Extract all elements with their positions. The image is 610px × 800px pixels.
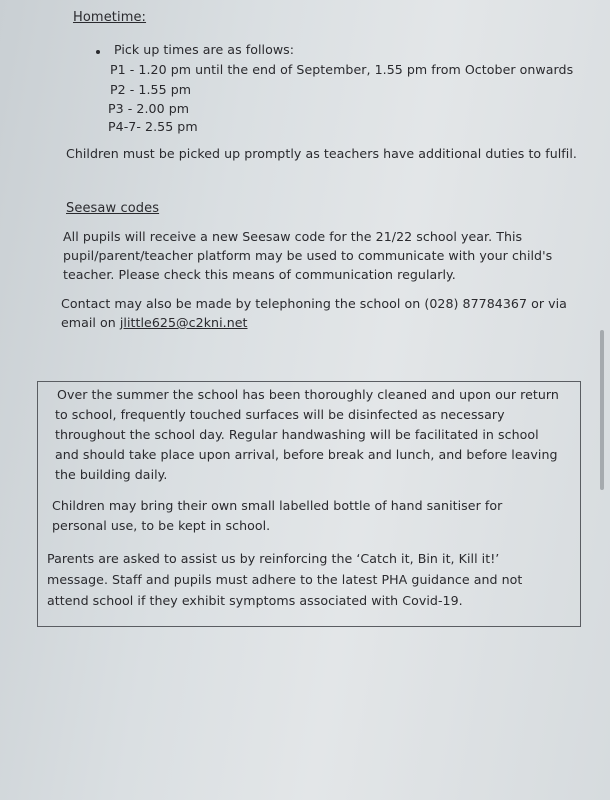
pickup-time-p1: P1 - 1.20 pm until the end of September, 1.55 pm from October onwards [110, 62, 574, 77]
box-para3-line-2: message. Staff and pupils must adhere to the latest PHA guidance and not [47, 572, 523, 587]
email-link[interactable]: jlittle625@c2kni.net [119, 315, 248, 330]
box-para1-line-4: and should take place upon arrival, before break and lunch, and before leaving [55, 447, 558, 462]
box-para2-line-1: Children may bring their own small labelled bottle of hand sanitiser for [52, 498, 503, 513]
contact-line-1: Contact may also be made by telephoning the school on (028) 87784367 or via [61, 296, 567, 311]
box-para1-line-5: the building daily. [55, 467, 168, 482]
box-para2-line-2: personal use, to be kept in school. [52, 518, 271, 533]
box-para1-line-1: Over the summer the school has been thoroughly cleaned and upon our return [57, 387, 559, 402]
pickup-time-p4-7: P4-7- 2.55 pm [108, 119, 198, 134]
pickup-note: Children must be picked up promptly as teachers have additional duties to fulfil. [66, 146, 577, 161]
seesaw-heading: Seesaw codes [66, 201, 160, 216]
box-para3-line-1: Parents are asked to assist us by reinforcing the ‘Catch it, Bin it, Kill it!’ [47, 551, 500, 566]
box-para3-line-3: attend school if they exhibit symptoms associated with Covid-19. [47, 593, 463, 608]
pickup-time-p2: P2 - 1.55 pm [110, 82, 192, 97]
contact-prefix: email on [61, 315, 120, 330]
seesaw-para-line-1: All pupils will receive a new Seesaw code for the 21/22 school year. This [63, 229, 523, 244]
seesaw-para-line-3: teacher. Please check this means of communication regularly. [63, 267, 456, 282]
box-para1-line-3: throughout the school day. Regular handwashing will be facilitated in school [55, 427, 539, 442]
hometime-heading: Hometime: [73, 10, 147, 25]
contact-line-2 [61, 315, 248, 330]
pickup-time-p3: P3 - 2.00 pm [108, 101, 190, 116]
seesaw-para-line-2: pupil/parent/teacher platform may be used to communicate with your child's [63, 248, 553, 263]
scrollbar[interactable] [600, 330, 604, 490]
box-para1-line-2: to school, frequently touched surfaces will be disinfected as necessary [55, 407, 505, 422]
bullet-icon [96, 50, 100, 54]
pickup-intro: Pick up times are as follows: [114, 42, 295, 57]
